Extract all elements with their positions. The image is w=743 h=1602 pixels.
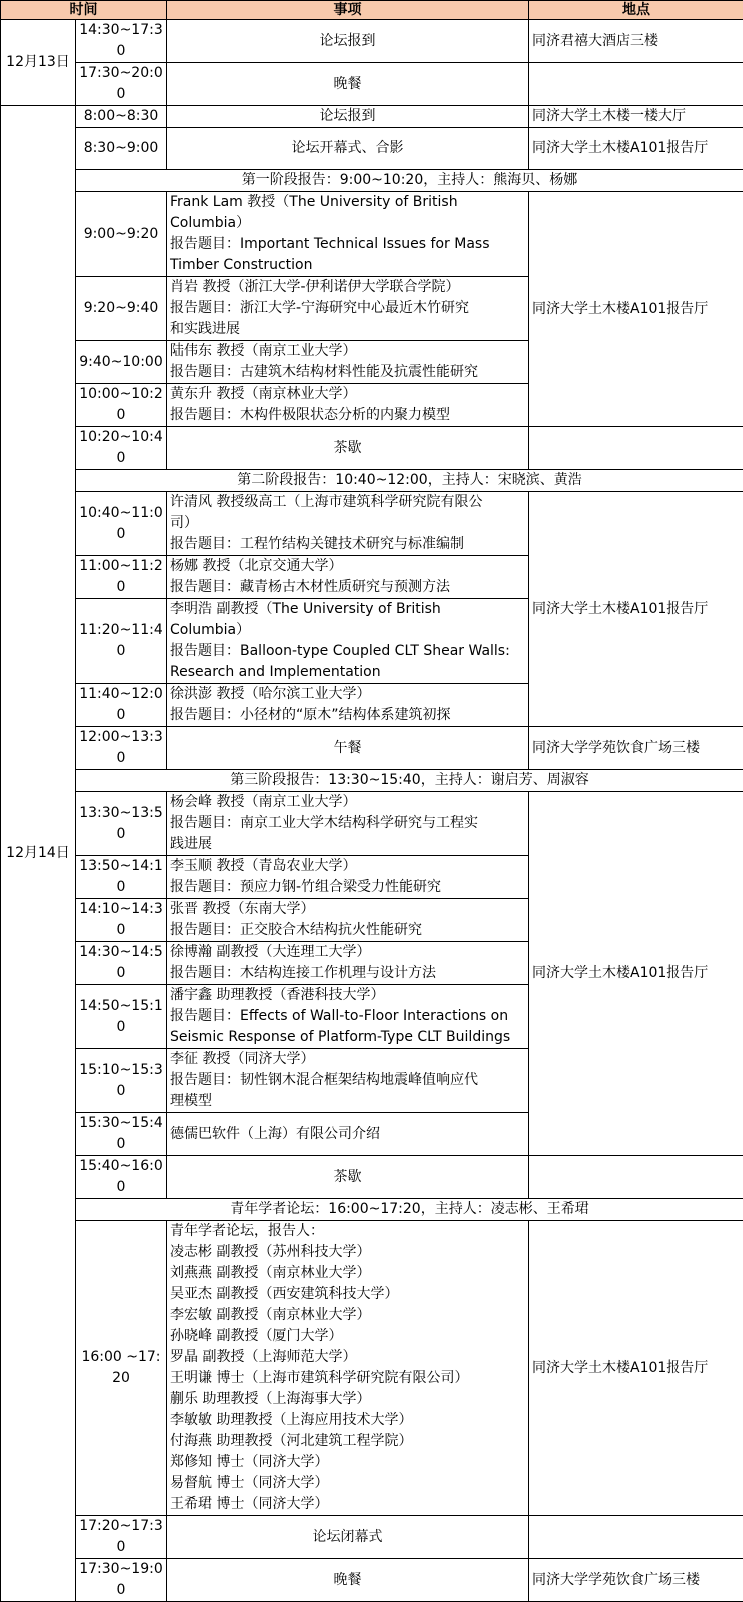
young-scholar-line: 付海燕 助理教授（河北建筑工程学院） <box>170 1431 525 1452</box>
young-scholar-line: 易督航 博士（同济大学） <box>170 1473 525 1494</box>
table-row <box>1 792 743 856</box>
header-place: 地点 <box>529 1 743 20</box>
young-scholar-line: 蒯乐 助理教授（上海海事大学） <box>170 1389 525 1410</box>
speaker-line: 肖岩 教授（浙江大学-伊利诺伊大学联合学院） <box>170 277 525 298</box>
table-row <box>1 1156 743 1199</box>
place-cell <box>529 1156 743 1199</box>
young-scholar-line: 刘燕燕 副教授（南京林业大学） <box>170 1263 525 1284</box>
time-cell: 12:00~13:30 <box>76 727 167 770</box>
table-row <box>1 63 743 106</box>
time-cell: 11:20~11:40 <box>76 599 167 684</box>
session-title: 第三阶段报告：13:30~15:40，主持人：谢启芳、周淑容 <box>76 770 743 792</box>
time-cell: 10:20~10:40 <box>76 427 167 470</box>
talk-title-line: 和实践进展 <box>170 319 525 340</box>
talk-title-line: 报告题目：木构件极限状态分析的内聚力模型 <box>170 405 525 426</box>
time-cell: 17:30~20:00 <box>76 63 167 106</box>
talk-title-line: 报告题目：小径材的“原木”结构体系建筑初探 <box>170 705 525 726</box>
young-scholar-line: 王希珺 博士（同济大学） <box>170 1494 525 1515</box>
time-cell: 13:30~13:50 <box>76 792 167 856</box>
item-cell: 晚餐 <box>167 1559 529 1602</box>
talk-cell <box>167 684 529 727</box>
place-cell: 同济大学土木楼A101报告厅 <box>529 1221 743 1516</box>
header-item: 事项 <box>167 1 529 20</box>
talk-title-line: 报告题目：预应力钢-竹组合梁受力性能研究 <box>170 877 525 898</box>
item-cell: 茶歇 <box>167 427 529 470</box>
sponsor-line: 德儒巴软件（上海）有限公司介绍 <box>170 1124 525 1145</box>
time-cell: 15:10~15:30 <box>76 1049 167 1113</box>
time-cell: 16:00 ~17:20 <box>76 1221 167 1516</box>
talk-cell <box>167 192 529 277</box>
session-title: 第二阶段报告：10:40~12:00，主持人：宋晓滨、黄浩 <box>76 470 743 492</box>
place-cell: 同济大学土木楼A101报告厅 <box>529 192 743 427</box>
time-cell: 14:50~15:10 <box>76 985 167 1049</box>
place-cell: 同济大学土木楼A101报告厅 <box>529 128 743 170</box>
time-cell: 17:30~19:00 <box>76 1559 167 1602</box>
talk-title-line: 报告题目：藏青杨古木材性质研究与预测方法 <box>170 577 525 598</box>
talk-title-line: 报告题目：浙江大学-宁海研究中心最近木竹研究 <box>170 298 525 319</box>
talk-title-line: 报告题目：Balloon-type Coupled CLT Shear Walls: <box>170 641 525 662</box>
talk-title-line: 报告题目：Important Technical Issues for Mass <box>170 234 525 255</box>
speaker-line: 李玉顺 教授（青岛农业大学） <box>170 856 525 877</box>
talk-title-line: 践进展 <box>170 834 525 855</box>
young-scholar-line: 孙晓峰 副教授（厦门大学） <box>170 1326 525 1347</box>
talk-cell <box>167 599 529 684</box>
speaker-line: 黄东升 教授（南京林业大学） <box>170 384 525 405</box>
young-scholar-line: 李宏敏 副教授（南京林业大学） <box>170 1305 525 1326</box>
session-row <box>1 470 743 492</box>
table-row <box>1 727 743 770</box>
header-row <box>1 1 743 20</box>
talk-cell <box>167 792 529 856</box>
talk-title-line: Research and Implementation <box>170 662 525 683</box>
item-cell: 论坛闭幕式 <box>167 1516 529 1559</box>
talk-title-line: 报告题目：Effects of Wall-to-Floor Interactions on <box>170 1006 525 1027</box>
talk-cell <box>167 985 529 1049</box>
speaker-line: 李明浩 副教授（The University of British <box>170 599 525 620</box>
talk-title-line: 报告题目：古建筑木结构材料性能及抗震性能研究 <box>170 362 525 383</box>
speaker-line: Frank Lam 教授（The University of British <box>170 192 525 213</box>
table-row <box>1 1221 743 1516</box>
item-cell: 茶歇 <box>167 1156 529 1199</box>
speaker-line: Columbia） <box>170 213 525 234</box>
talk-title-line: Timber Construction <box>170 255 525 276</box>
speaker-line: 司） <box>170 513 525 534</box>
young-scholar-line: 郑修知 博士（同济大学） <box>170 1452 525 1473</box>
talk-cell <box>167 856 529 899</box>
talk-cell <box>167 492 529 556</box>
item-cell: 论坛报到 <box>167 20 529 63</box>
place-cell: 同济大学土木楼A101报告厅 <box>529 492 743 727</box>
young-scholar-line: 吴亚杰 副教授（西安建筑科技大学） <box>170 1284 525 1305</box>
young-scholar-line: 王明谦 博士（上海市建筑科学研究院有限公司） <box>170 1368 525 1389</box>
speaker-line: 徐博瀚 副教授（大连理工大学） <box>170 942 525 963</box>
table-row <box>1 128 743 170</box>
table-row <box>1 106 743 128</box>
item-cell: 晚餐 <box>167 63 529 106</box>
time-cell: 10:40~11:00 <box>76 492 167 556</box>
table-row <box>1 1559 743 1602</box>
table-row <box>1 427 743 470</box>
talk-cell <box>167 1113 529 1156</box>
talk-title-line: 理模型 <box>170 1091 525 1112</box>
item-cell: 论坛报到 <box>167 106 529 128</box>
time-cell: 9:20~9:40 <box>76 277 167 341</box>
time-cell: 9:00~9:20 <box>76 192 167 277</box>
time-cell: 11:00~11:20 <box>76 556 167 599</box>
talk-cell <box>167 341 529 384</box>
place-cell: 同济君禧大酒店三楼 <box>529 20 743 63</box>
place-cell <box>529 1516 743 1559</box>
speaker-line: Columbia） <box>170 620 525 641</box>
talk-cell <box>167 277 529 341</box>
place-cell <box>529 63 743 106</box>
young-scholars-cell <box>167 1221 529 1516</box>
header-time: 时间 <box>1 1 167 20</box>
talk-title-line: 报告题目：南京工业大学木结构科学研究与工程实 <box>170 813 525 834</box>
time-cell: 8:30~9:00 <box>76 128 167 170</box>
talk-cell <box>167 556 529 599</box>
talk-title-line: Seismic Response of Platform-Type CLT Buildings <box>170 1027 525 1048</box>
item-cell: 论坛开幕式、合影 <box>167 128 529 170</box>
place-cell <box>529 427 743 470</box>
talk-title-line: 报告题目：正交胶合木结构抗火性能研究 <box>170 920 525 941</box>
speaker-line: 徐洪澎 教授（哈尔滨工业大学） <box>170 684 525 705</box>
date-cell: 12月13日 <box>1 20 76 106</box>
time-cell: 13:50~14:10 <box>76 856 167 899</box>
time-cell: 9:40~10:00 <box>76 341 167 384</box>
young-scholar-line: 青年学者论坛，报告人： <box>170 1221 525 1242</box>
place-cell: 同济大学土木楼一楼大厅 <box>529 106 743 128</box>
speaker-line: 李征 教授（同济大学） <box>170 1049 525 1070</box>
session-row <box>1 1199 743 1221</box>
time-cell: 10:00~10:20 <box>76 384 167 427</box>
time-cell: 17:20~17:30 <box>76 1516 167 1559</box>
speaker-line: 张晋 教授（东南大学） <box>170 899 525 920</box>
item-cell: 午餐 <box>167 727 529 770</box>
table-row <box>1 192 743 277</box>
speaker-line: 许清风 教授级高工（上海市建筑科学研究院有限公 <box>170 492 525 513</box>
session-row <box>1 770 743 792</box>
talk-title-line: 报告题目：韧性钢木混合框架结构地震峰值响应代 <box>170 1070 525 1091</box>
session-row <box>1 170 743 192</box>
time-cell: 14:30~14:50 <box>76 942 167 985</box>
time-cell: 14:30~17:30 <box>76 20 167 63</box>
speaker-line: 潘宇鑫 助理教授（香港科技大学） <box>170 985 525 1006</box>
speaker-line: 杨娜 教授（北京交通大学） <box>170 556 525 577</box>
time-cell: 8:00~8:30 <box>76 106 167 128</box>
time-cell: 15:30~15:40 <box>76 1113 167 1156</box>
time-cell: 14:10~14:30 <box>76 899 167 942</box>
speaker-line: 杨会峰 教授（南京工业大学） <box>170 792 525 813</box>
date-cell: 12月14日 <box>1 106 76 1602</box>
talk-title-line: 报告题目：木结构连接工作机理与设计方法 <box>170 963 525 984</box>
young-scholar-line: 李敏敏 助理教授（上海应用技术大学） <box>170 1410 525 1431</box>
session-title: 青年学者论坛：16:00~17:20，主持人：凌志彬、王希珺 <box>76 1199 743 1221</box>
time-cell: 15:40~16:00 <box>76 1156 167 1199</box>
young-scholar-line: 凌志彬 副教授（苏州科技大学） <box>170 1242 525 1263</box>
table-row <box>1 20 743 63</box>
talk-cell <box>167 899 529 942</box>
place-cell: 同济大学土木楼A101报告厅 <box>529 792 743 1156</box>
table-row <box>1 492 743 556</box>
talk-cell <box>167 942 529 985</box>
speaker-line: 陆伟东 教授（南京工业大学） <box>170 341 525 362</box>
talk-cell <box>167 384 529 427</box>
session-title: 第一阶段报告：9:00~10:20，主持人：熊海贝、杨娜 <box>76 170 743 192</box>
place-cell: 同济大学学苑饮食广场三楼 <box>529 727 743 770</box>
talk-cell <box>167 1049 529 1113</box>
talk-title-line: 报告题目：工程竹结构关键技术研究与标准编制 <box>170 534 525 555</box>
place-cell: 同济大学学苑饮食广场三楼 <box>529 1559 743 1602</box>
young-scholar-line: 罗晶 副教授（上海师范大学） <box>170 1347 525 1368</box>
time-cell: 11:40~12:00 <box>76 684 167 727</box>
table-row <box>1 1516 743 1559</box>
